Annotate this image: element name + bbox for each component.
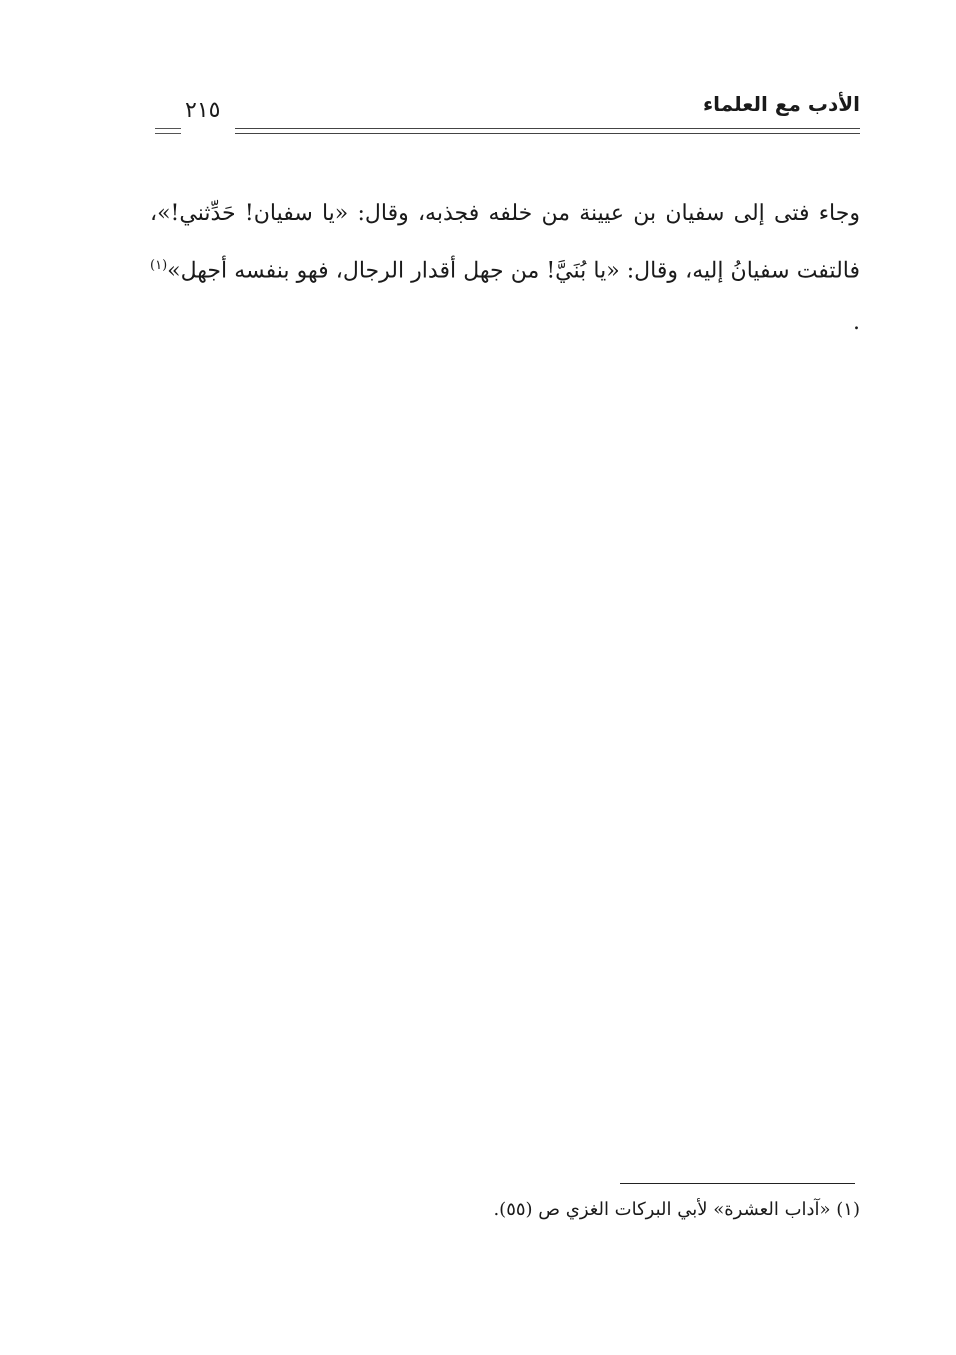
header-rule-short: [155, 128, 181, 134]
footnote-reference: (١): [150, 258, 168, 273]
body-paragraph-end: .: [853, 310, 860, 336]
header-rule: [235, 128, 860, 134]
page-header: [155, 92, 860, 142]
footnote-separator: [620, 1183, 855, 1184]
page-number: ٢١٥: [185, 98, 221, 123]
body-paragraph: [150, 188, 860, 349]
footnote-1: (١) «آداب العشرة» لأبي البركات الغزي ص (٥٥).: [493, 1199, 860, 1220]
running-title: الأدب مع العلماء: [702, 92, 860, 116]
body-paragraph-text: وجاء فتى إلى سفيان بن عيينة من خلفه فجذبه، وقال: «يا سفيان! حَدِّثني!»، فالتفت سفيانُ إليه، وقال: «يا بُنَيَّ! من جهل أقدار الرجال، فهو بنفسه أجهل»: [150, 201, 860, 284]
